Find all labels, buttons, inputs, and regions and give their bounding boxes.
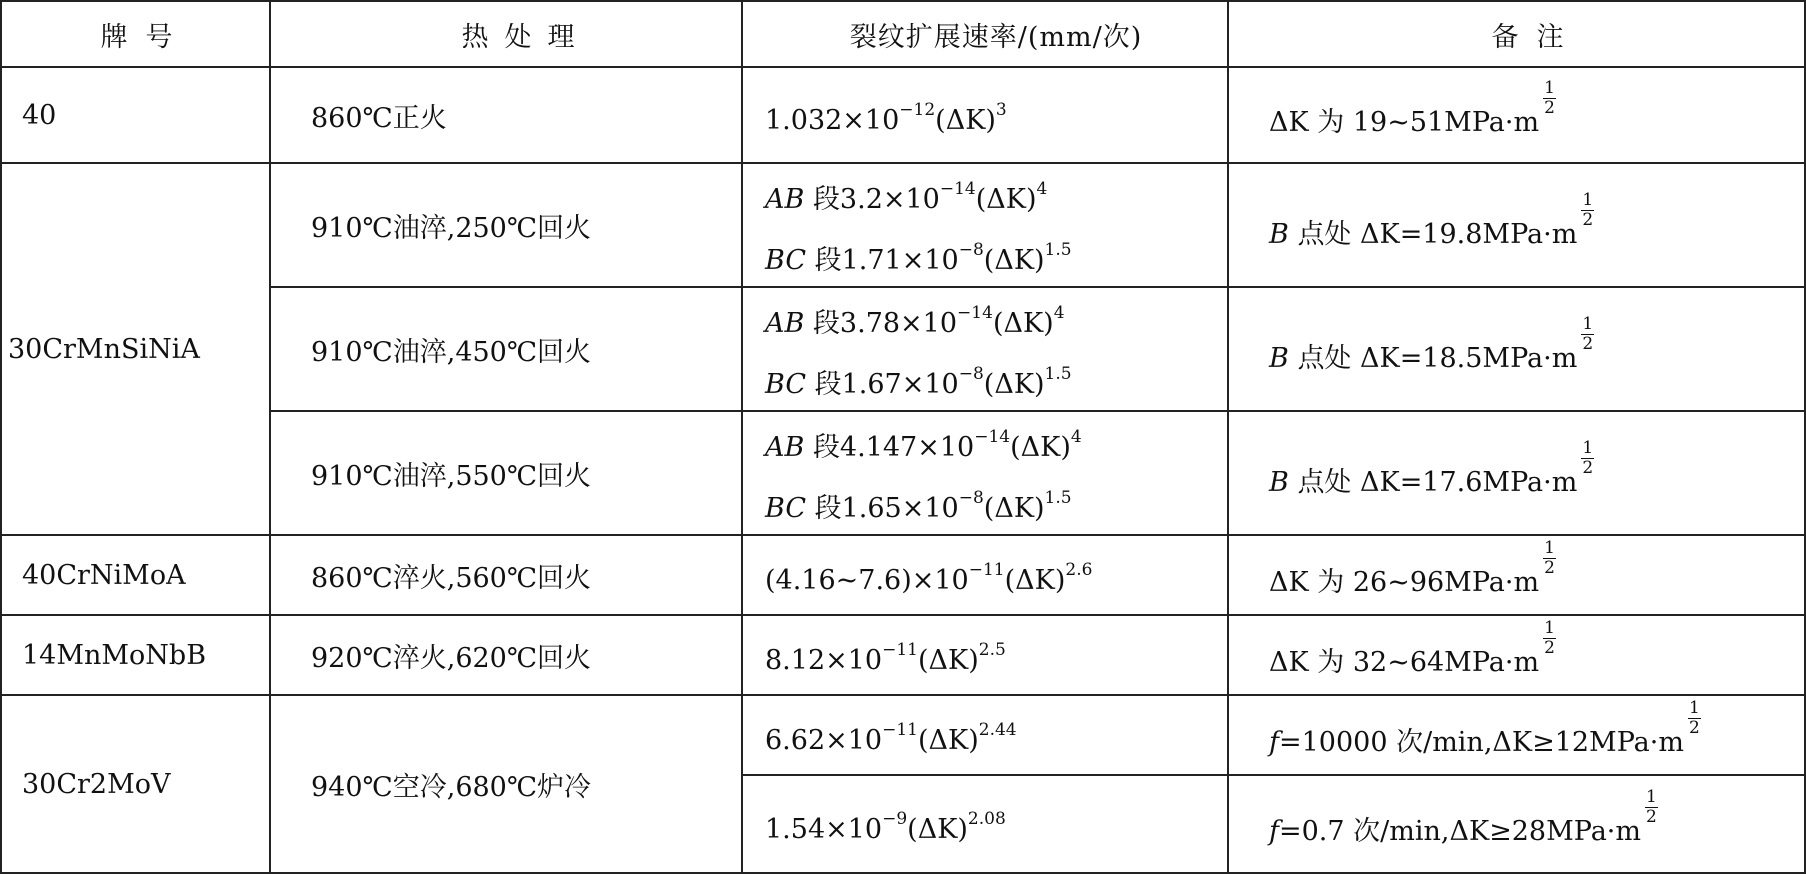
rate-cell: $1.032\times 10^{-12}(\Delta K)^3$: [742, 67, 1228, 163]
treatment-cell: 920℃淬火,620℃回火: [270, 615, 742, 695]
note-cell: B 点处 ΔK=18.5MPa·m $\frac{1}{2}$: [1228, 287, 1805, 411]
treatment-cell: 860℃正火: [270, 67, 742, 163]
table-row: [1, 163, 1805, 287]
treatment-cell: 910℃油淬,250℃回火: [270, 163, 742, 287]
grade-cell: 14MnMoNbB: [1, 615, 270, 695]
header-treatment: 热处理: [270, 1, 742, 67]
table-row: [1, 615, 1805, 695]
table-row: [1, 535, 1805, 615]
grade-cell: 30Cr2MoV: [1, 695, 270, 873]
rate-cell: AB 段$3.2\times 10^{-14}(\Delta K)^4$ BC 段$1.71\times 10^{-8}(\Delta K)^{1.5}$: [742, 163, 1228, 287]
header-row: [1, 1, 1805, 67]
grade-cell: 40: [1, 67, 270, 163]
header-note: 备注: [1228, 1, 1805, 67]
treatment-cell: 860℃淬火,560℃回火: [270, 535, 742, 615]
rate-cell: AB 段$3.78\times 10^{-14}(\Delta K)^4$ BC 段$1.67\times 10^{-8}(\Delta K)^{1.5}$: [742, 287, 1228, 411]
note-cell: B 点处 ΔK=19.8MPa·m $\frac{1}{2}$: [1228, 163, 1805, 287]
rate-cell: $6.62\times 10^{-11}(\Delta K)^{2.44}$: [742, 695, 1228, 775]
note-cell: ΔK 为 19~51MPa·m $\frac{1}{2}$: [1228, 67, 1805, 163]
note-cell: f=0.7 次/min,ΔK≥28MPa·m $\frac{1}{2}$: [1228, 775, 1805, 873]
note-cell: ΔK 为 26~96MPa·m $\frac{1}{2}$: [1228, 535, 1805, 615]
half-exponent: $\frac{1}{2}$: [1544, 77, 1555, 118]
note-cell: f=10000 次/min,ΔK≥12MPa·m $\frac{1}{2}$: [1228, 695, 1805, 775]
rate-cell: AB 段$4.147\times 10^{-14}(\Delta K)^4$ BC 段$1.65\times 10^{-8}(\Delta K)^{1.5}$: [742, 411, 1228, 535]
note-cell: ΔK 为 32~64MPa·m $\frac{1}{2}$: [1228, 615, 1805, 695]
grade-cell: 40CrNiMoA: [1, 535, 270, 615]
table-row: [1, 287, 1805, 411]
note-cell: B 点处 ΔK=17.6MPa·m $\frac{1}{2}$: [1228, 411, 1805, 535]
rate-cell: $(4.16\sim 7.6)\times 10^{-11}(\Delta K)^{2.6}$: [742, 535, 1228, 615]
grade-cell: 30CrMnSiNiA: [1, 163, 270, 535]
rate-cell: $1.54\times 10^{-9}(\Delta K)^{2.08}$: [742, 775, 1228, 873]
header-grade: 牌号: [1, 1, 270, 67]
table-row: [1, 67, 1805, 163]
treatment-cell: 910℃油淬,550℃回火: [270, 411, 742, 535]
treatment-cell: 910℃油淬,450℃回火: [270, 287, 742, 411]
treatment-cell: 940℃空冷,680℃炉冷: [270, 695, 742, 873]
header-rate: 裂纹扩展速率/(mm/次): [742, 1, 1228, 67]
table-row: [1, 695, 1805, 775]
table-row: [1, 411, 1805, 535]
rate-cell: $8.12\times 10^{-11}(\Delta K)^{2.5}$: [742, 615, 1228, 695]
